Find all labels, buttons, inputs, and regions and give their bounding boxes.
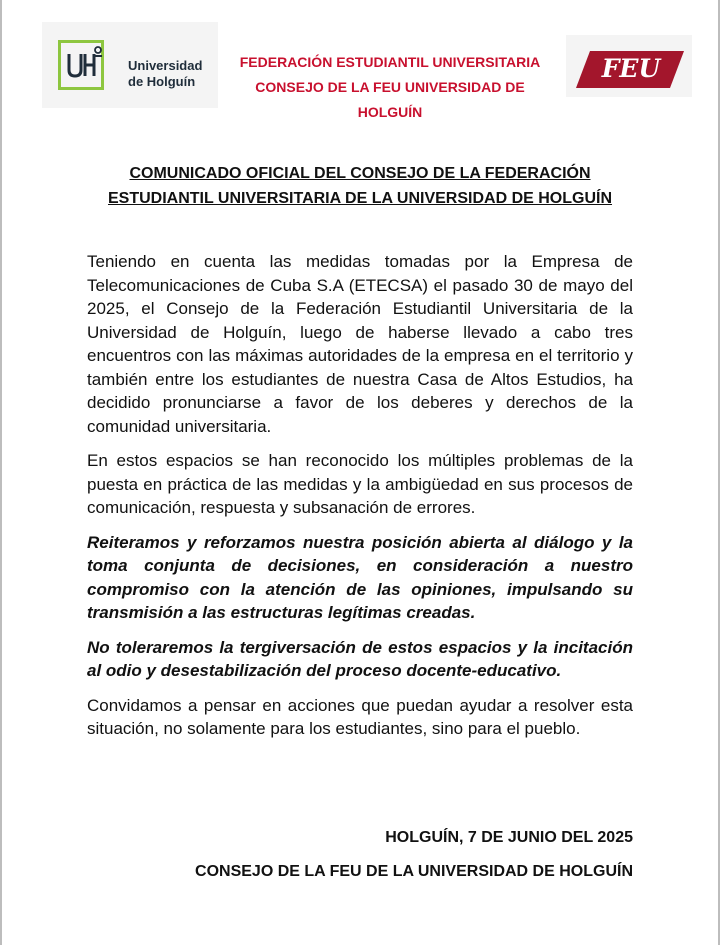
uho-logo-wordmark xyxy=(128,58,202,90)
paragraph-dialogue: Reiteramos y reforzamos nuestra posición abierta al diálogo y la toma conjunta de decisiones, en consideración a nuestro compromiso con la atención de las opiniones, impulsando su transmisión a las estructuras legítimas creadas. xyxy=(87,532,633,622)
paragraph-invitation: Convidamos a pensar en acciones que puedan ayudar a resolver esta situación, no solamente para los estudiantes, sino para el pueblo. xyxy=(87,695,633,738)
signer: CONSEJO DE LA FEU DE LA UNIVERSIDAD DE HOLGUÍN xyxy=(195,863,633,880)
uho-logo-line2: de Holguín xyxy=(128,74,196,89)
federation-name: FEDERACIÓN ESTUDIANTIL UNIVERSITARIA xyxy=(239,54,541,70)
council-name: CONSEJO DE LA FEU UNIVERSIDAD DE HOLGUÍN xyxy=(255,79,525,120)
federation-heading xyxy=(222,50,558,125)
paragraph-context: Teniendo en cuenta las medidas tomadas por la Empresa de Telecomunicaciones de Cuba S.A (ETECSA) el pasado 30 de mayo del 2025, el Consejo de la Federación Estudiantil Universitaria de la Universidad de Holguín, luego de haberse llevado a cabo tres encuentros con las máximas autoridades de la empresa en el territorio y también entre los estudiantes de nuestra Casa de Altos Estudios, ha decidido pronunciarse a favor de los deberes y derechos de la comunidad universitaria. xyxy=(87,252,633,436)
paragraph-warning: No toleraremos la tergiversación de estos espacios y la incitación al odio y desestabilización del proceso docente-educativo. xyxy=(87,637,633,680)
feu-logo xyxy=(566,35,692,97)
universidad-holguin-logo xyxy=(42,22,218,108)
title-line-1: COMUNICADO OFICIAL DEL CONSEJO DE LA FEDERACIÓN xyxy=(129,165,591,182)
uho-logo-line1: Universidad xyxy=(128,58,203,73)
communique-body xyxy=(87,250,633,752)
feu-logo-text: FEU xyxy=(601,54,661,83)
paragraph-problems: En estos espacios se han reconocido los múltiples problemas de la puesta en práctica de las medidas y la ambigüedad en sus procesos de comunicación, respuesta y subsanación de errores. xyxy=(87,451,633,517)
title-line-2: ESTUDIANTIL UNIVERSITARIA DE LA UNIVERSIDAD DE HOLGUÍN xyxy=(107,190,613,207)
letterhead xyxy=(0,0,720,120)
uho-mark-icon xyxy=(58,40,104,90)
document-title xyxy=(60,161,660,211)
signature-block xyxy=(195,821,633,889)
page-border-left xyxy=(0,0,2,945)
place-date: HOLGUÍN, 7 DE JUNIO DEL 2025 xyxy=(385,829,633,846)
